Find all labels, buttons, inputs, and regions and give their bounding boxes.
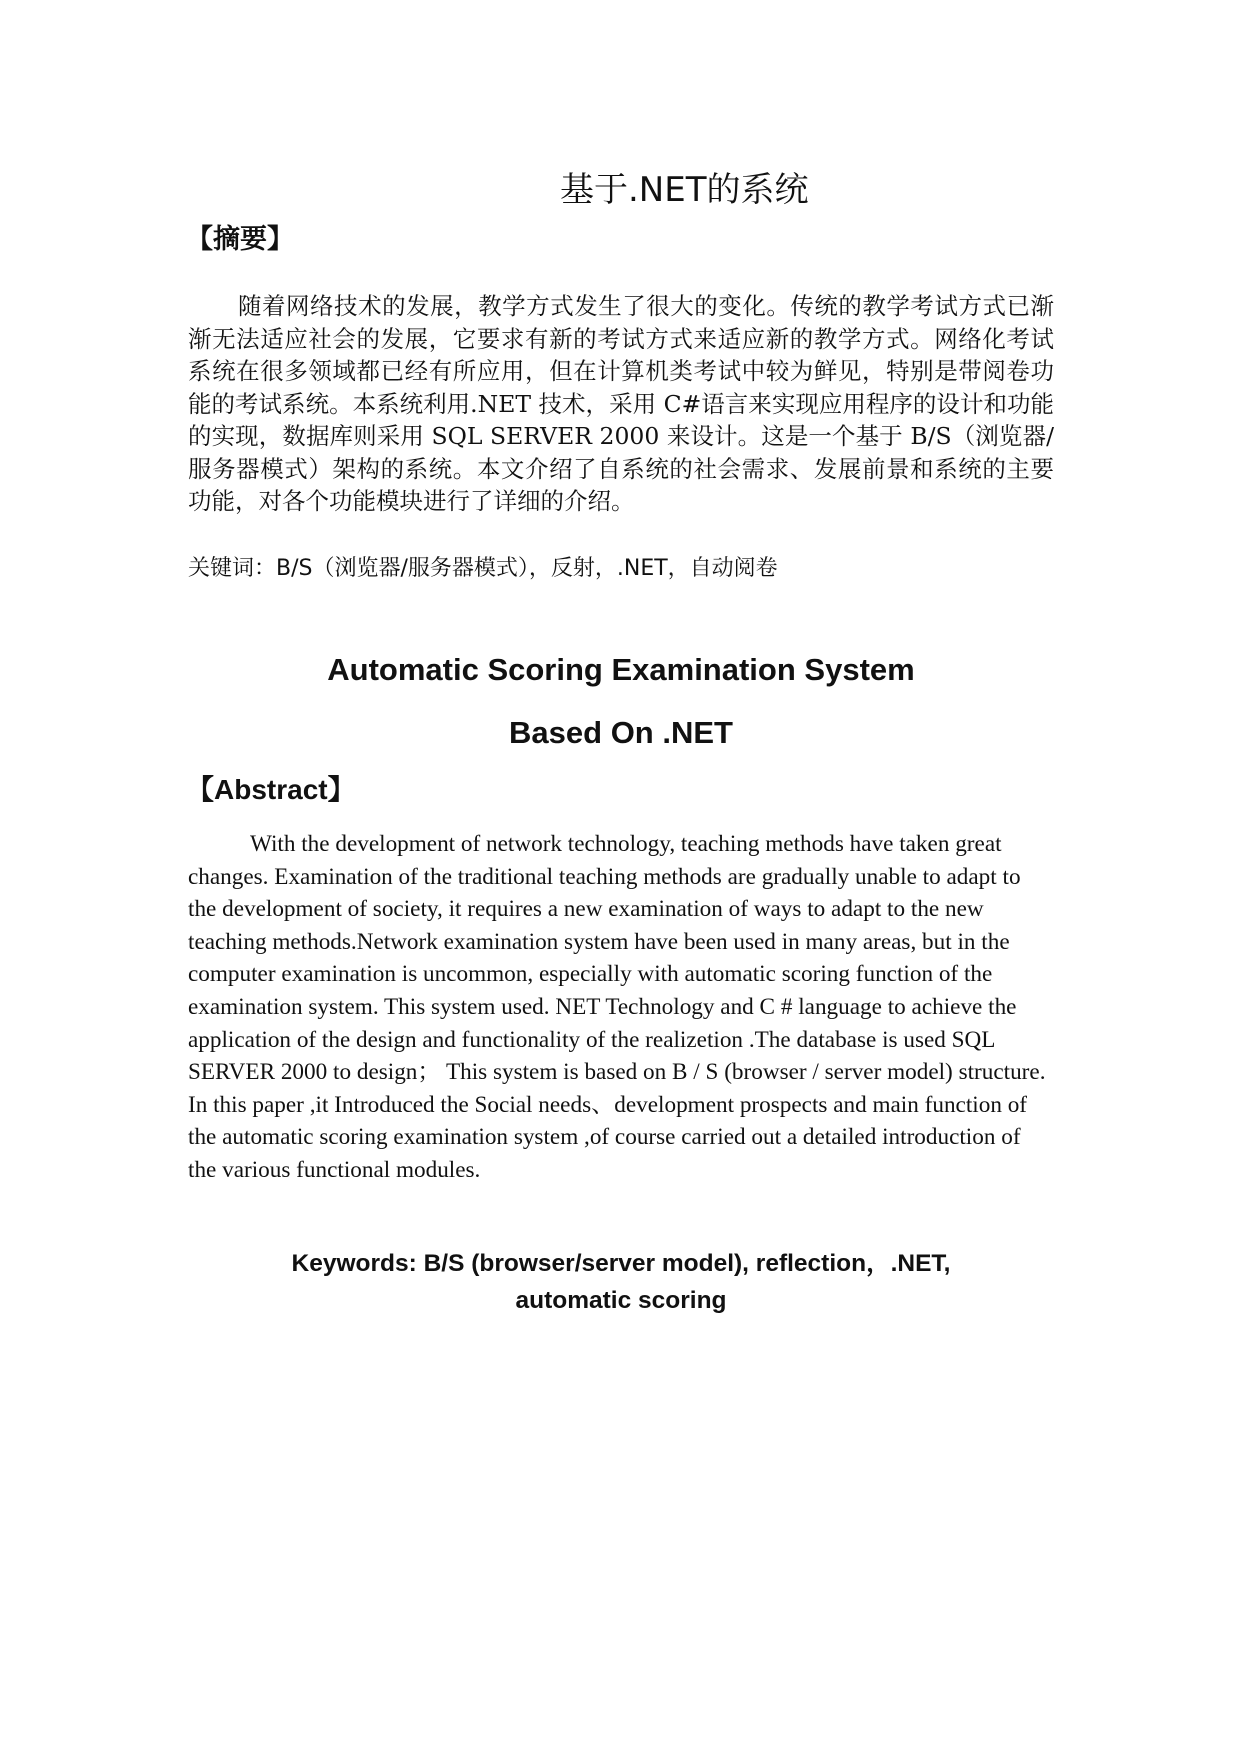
english-title-line-2: Based On .NET bbox=[509, 715, 733, 750]
english-abstract-body: With the development of network technology, teaching methods have taken great changes. Examination of the traditional teaching methods are gradually unable to adapt to the development of society, it requires a new examination of ways to adapt to the new teaching methods.Network examination system have been used in many areas, but in the computer examination is uncommon, especially with automatic scoring function of the examination system. This system used. NET Technology and C # language to achieve the application of the design and functionality of the realizetion .The database is used SQL SERVER 2000 to design； This system is based on B / S (browser / server model) structure. In this paper ,it Introduced the Social needs、development prospects and main function of the automatic scoring examination system ,of course carried out a detailed introduction of the various functional modules. bbox=[188, 831, 1046, 1183]
chinese-abstract-heading: 【摘要】 bbox=[186, 224, 294, 255]
english-title-line-1: Automatic Scoring Examination System bbox=[327, 652, 915, 687]
chinese-title: 基于.NET的系统 bbox=[560, 170, 809, 210]
chinese-keywords: 关键词：B/S（浏览器/服务器模式），反射，.NET，自动阅卷 bbox=[188, 556, 778, 581]
english-abstract-heading: 【Abstract】 bbox=[186, 774, 356, 805]
chinese-abstract-body: 随着网络技术的发展，教学方式发生了很大的变化。传统的教学考试方式已渐渐无法适应社会的发展，它要求有新的考试方式来适应新的教学方式。网络化考试系统在很多领域都已经有所应用，但在计算机类考试中较为鲜见，特别是带阅卷功能的考试系统。本系统利用.NET 技术，采用 C#语言来实现应用程序的设计和功能的实现，数据库则采用 SQL SERVER 2000 来设计。这是一个基于 B/S（浏览器/服务器模式）架构的系统。本文介绍了自系统的社会需求、发展前景和系统的主要功能，对各个功能模块进行了详细的介绍。 bbox=[188, 292, 1054, 515]
english-keywords-line-1: Keywords: B/S (browser/server model), reflection，.NET, bbox=[291, 1250, 951, 1277]
english-keywords-line-2: automatic scoring bbox=[515, 1287, 727, 1314]
english-keywords bbox=[188, 1245, 1054, 1319]
english-title bbox=[188, 638, 1054, 764]
